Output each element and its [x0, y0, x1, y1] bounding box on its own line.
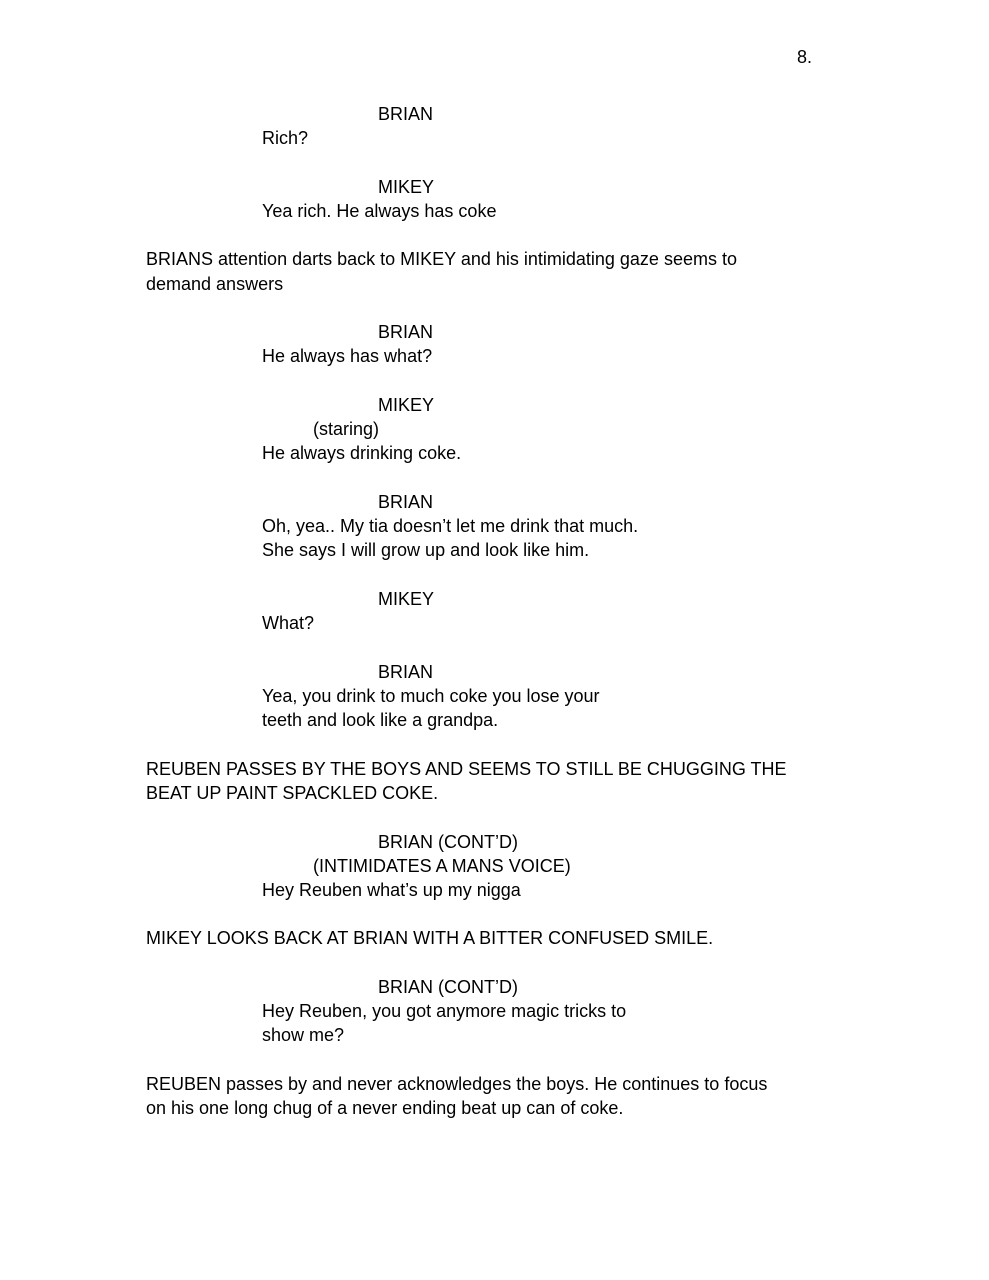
dialogue-line: show me? — [262, 1025, 345, 1045]
dialogue-line: Hey Reuben what’s up my nigga — [262, 880, 521, 900]
character-name: MIKEY — [378, 177, 435, 197]
dialogue-line: Yea, you drink to much coke you lose your — [262, 686, 600, 706]
dialogue-line: Hey Reuben, you got anymore magic tricks to — [262, 1001, 627, 1021]
action-line: BEAT UP PAINT SPACKLED COKE. — [146, 783, 439, 803]
action-line: REUBEN passes by and never acknowledges the boys. He continues to focus — [146, 1074, 768, 1094]
character-name: BRIAN — [378, 104, 434, 124]
action-line: on his one long chug of a never ending beat up can of coke. — [146, 1098, 624, 1118]
dialogue-line: He always has what? — [262, 346, 433, 366]
character-name: BRIAN (CONT’D) — [378, 832, 518, 852]
dialogue-line: Rich? — [262, 128, 309, 148]
parenthetical: (INTIMIDATES A MANS VOICE) — [313, 856, 571, 876]
character-name: MIKEY — [378, 589, 435, 609]
dialogue-line: teeth and look like a grandpa. — [262, 710, 499, 730]
page-number: 8. — [797, 47, 813, 67]
action-line: REUBEN PASSES BY THE BOYS AND SEEMS TO STILL BE CHUGGING THE — [146, 759, 787, 779]
dialogue-line: What? — [262, 613, 315, 633]
character-name: BRIAN — [378, 322, 434, 342]
character-name: BRIAN — [378, 662, 434, 682]
action-line: BRIANS attention darts back to MIKEY and his intimidating gaze seems to — [146, 249, 737, 269]
action-line: MIKEY LOOKS BACK AT BRIAN WITH A BITTER CONFUSED SMILE. — [146, 928, 714, 948]
dialogue-line: He always drinking coke. — [262, 443, 462, 463]
dialogue-line: Yea rich. He always has coke — [262, 201, 497, 221]
character-name: BRIAN (CONT’D) — [378, 977, 518, 997]
dialogue-line: Oh, yea.. My tia doesn’t let me drink that much. — [262, 516, 639, 536]
action-line: demand answers — [146, 274, 284, 294]
parenthetical: (staring) — [313, 419, 380, 439]
dialogue-line: She says I will grow up and look like him. — [262, 540, 590, 560]
character-name: MIKEY — [378, 395, 435, 415]
character-name: BRIAN — [378, 492, 434, 512]
